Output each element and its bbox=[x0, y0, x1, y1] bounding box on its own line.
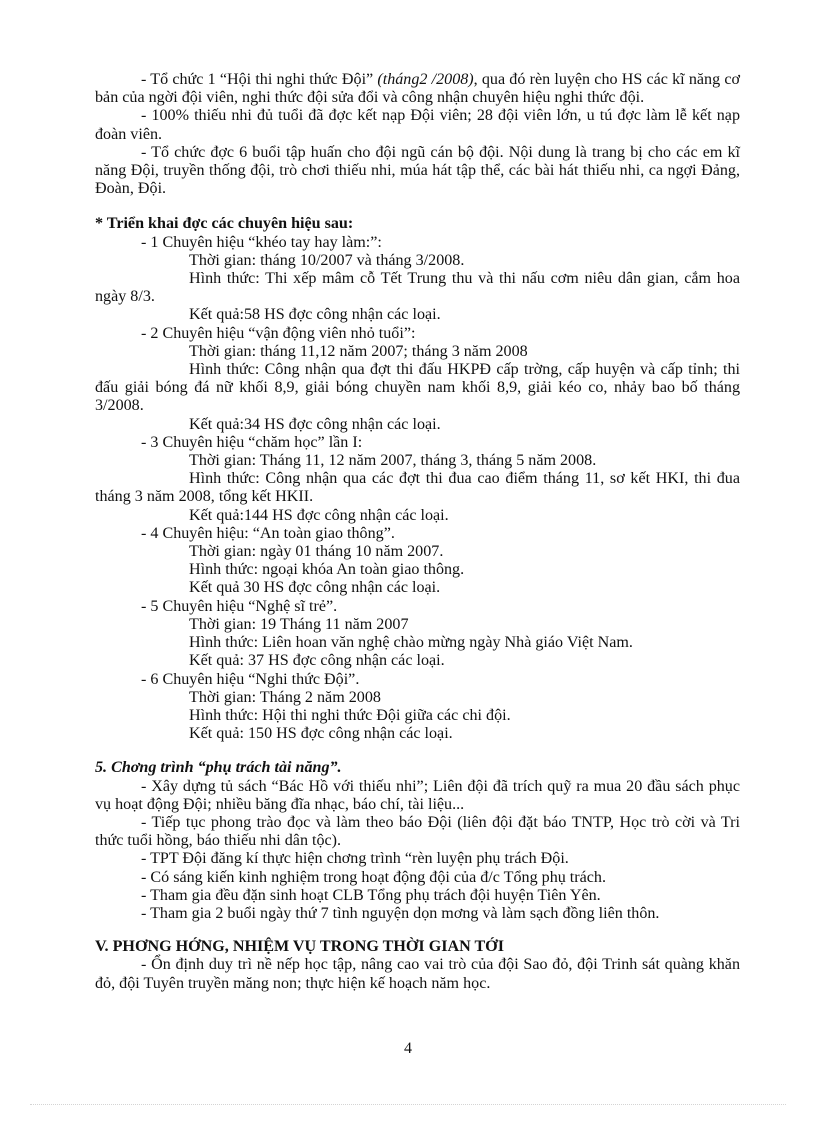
badge-item bbox=[95, 525, 740, 598]
page-content bbox=[95, 71, 740, 993]
badge-form: Hình thức: Hội thi nghi thức Đội giữa các chi đội. bbox=[189, 706, 511, 724]
page-number: 4 bbox=[404, 1040, 412, 1057]
badge-result: Kết quả:144 HS đợc công nhận các loại. bbox=[189, 506, 449, 524]
badge-time: Thời gian: tháng 11,12 năm 2007; tháng 3 năm 2008 bbox=[189, 342, 528, 360]
badges-heading: * Triển khai đợc các chuyên hiệu sau: bbox=[95, 215, 354, 233]
section-5-item: - Tham gia 2 buổi ngày thứ 7 tình nguyện dọn mơng và làm sạch đồng liên thôn. bbox=[141, 904, 660, 922]
section-v-item: - Ổn định duy trì nề nếp học tập, nâng cao vai trò của đội Sao đỏ, đội Trinh sát quàng khăn đỏ, đội Tuyên truyền măng non; thực hiện kế hoạch năm học. bbox=[95, 956, 740, 992]
section-5-item: - Tiếp tục phong trào đọc và làm theo báo Đội (liên đội đặt báo TNTP, Học trò cời và Tri thức tuổi hồng, báo thiếu nhi dân tộc). bbox=[95, 813, 740, 850]
date-note: (tháng2 /2008) bbox=[377, 71, 474, 88]
text-run: - Tổ chức 1 “Hội thi nghi thức Đội” bbox=[141, 71, 378, 88]
text-run: , qua đó rèn luyện cho HS các kĩ năng cơ bản của ngời đội viên, nghi thức đội sửa đổi và công nhận chuyên hiệu nghi thức đội. bbox=[95, 71, 740, 107]
badge-item bbox=[95, 325, 740, 434]
badge-time: Thời gian: tháng 10/2007 và tháng 3/2008. bbox=[189, 251, 465, 269]
badge-title: - 1 Chuyên hiệu “khéo tay hay làm:”: bbox=[141, 233, 382, 251]
badge-time: Thời gian: Tháng 11, 12 năm 2007, tháng 3, tháng 5 năm 2008. bbox=[189, 452, 597, 470]
section-5-heading: 5. Chơng trình “phụ trách tài năng”. bbox=[95, 759, 342, 777]
section-5-item: - Xây dựng tủ sách “Bác Hồ với thiếu nhi”; Liên đội đã trích quỹ ra mua 20 đầu sách phục vụ hoạt động Đội; nhiều băng đĩa nhạc, báo chí, tài liệu... bbox=[95, 777, 740, 813]
badge-title: - 2 Chuyên hiệu “vận động viên nhỏ tuổi”: bbox=[141, 324, 416, 342]
badge-item bbox=[95, 234, 740, 325]
badge-form: Hình thức: Công nhận qua các đợt thi đua cao điểm tháng 11, sơ kết HKI, thi đua tháng 3 năm 2008, tổng kết HKII. bbox=[95, 470, 740, 506]
footer-divider bbox=[30, 1104, 786, 1105]
badge-time: Thời gian: Tháng 2 năm 2008 bbox=[189, 688, 381, 706]
badge-result: Kết quả 30 HS đợc công nhận các loại. bbox=[189, 579, 441, 597]
badge-time: Thời gian: ngày 01 tháng 10 năm 2007. bbox=[189, 543, 444, 561]
section-5-item: - TPT Đội đăng kí thực hiện chơng trình “rèn luyện phụ trách Đội. bbox=[141, 850, 569, 868]
badge-form: Hình thức: ngoại khóa An toàn giao thông. bbox=[189, 561, 465, 579]
badge-item bbox=[95, 598, 740, 671]
section-5-item: - Có sáng kiến kinh nghiệm trong hoạt động đội của đ/c Tổng phụ trách. bbox=[141, 868, 606, 886]
badge-result: Kết quả:34 HS đợc công nhận các loại. bbox=[189, 415, 441, 433]
intro-paragraph-1 bbox=[95, 71, 740, 107]
badge-item bbox=[95, 671, 740, 744]
badge-title: - 4 Chuyên hiệu: “An toàn giao thông”. bbox=[141, 524, 395, 542]
badge-form: Hình thức: Công nhận qua đợt thi đấu HKPĐ cấp trờng, cấp huyện và cấp tỉnh; thi đấu giải bóng đá nữ khối 8,9, giải bóng chuyền nam khối 8,9, giải kéo co, nhảy bao bố tháng 3/2008. bbox=[95, 361, 740, 415]
badge-form: Hình thức: Thi xếp mâm cỗ Tết Trung thu và thi nấu cơm niêu dân gian, cắm hoa ngày 8/3. bbox=[95, 270, 740, 306]
badge-title: - 5 Chuyên hiệu “Nghệ sĩ trẻ”. bbox=[141, 597, 338, 615]
badge-title: - 3 Chuyên hiệu “chăm học” lần I: bbox=[141, 433, 363, 451]
badge-result: Kết quả: 37 HS đợc công nhận các loại. bbox=[189, 652, 445, 670]
badge-time: Thời gian: 19 Tháng 11 năm 2007 bbox=[189, 615, 409, 633]
badge-title: - 6 Chuyên hiệu “Nghi thức Đội”. bbox=[141, 670, 360, 688]
intro-paragraph-2: - 100% thiếu nhi đủ tuổi đã đợc kết nạp Đội viên; 28 đội viên lớn, u tú đợc làm lễ kết nạp đoàn viên. bbox=[95, 107, 740, 143]
badge-result: Kết quả:58 HS đợc công nhận các loại. bbox=[189, 306, 441, 324]
intro-paragraph-3: - Tổ chức đợc 6 buổi tập huấn cho đội ngũ cán bộ đội. Nội dung là trang bị cho các em kĩ năng Đội, truyền thống đội, trò chơi thiếu nhi, múa hát tập thể, các bài hát thiếu nhi, ca ngợi Đảng, Đoàn, Đội. bbox=[95, 143, 740, 198]
section-5-item: - Tham gia đều đặn sinh hoạt CLB Tổng phụ trách đội huyện Tiên Yên. bbox=[141, 886, 601, 904]
badge-form: Hình thức: Liên hoan văn nghệ chào mừng ngày Nhà giáo Việt Nam. bbox=[189, 634, 633, 652]
badge-item bbox=[95, 434, 740, 525]
section-v-heading: V. PHƠNG HỚNG, NHIỆM VỤ TRONG THỜI GIAN TỚI bbox=[95, 938, 504, 956]
badge-result: Kết quả: 150 HS đợc công nhận các loại. bbox=[189, 725, 453, 743]
